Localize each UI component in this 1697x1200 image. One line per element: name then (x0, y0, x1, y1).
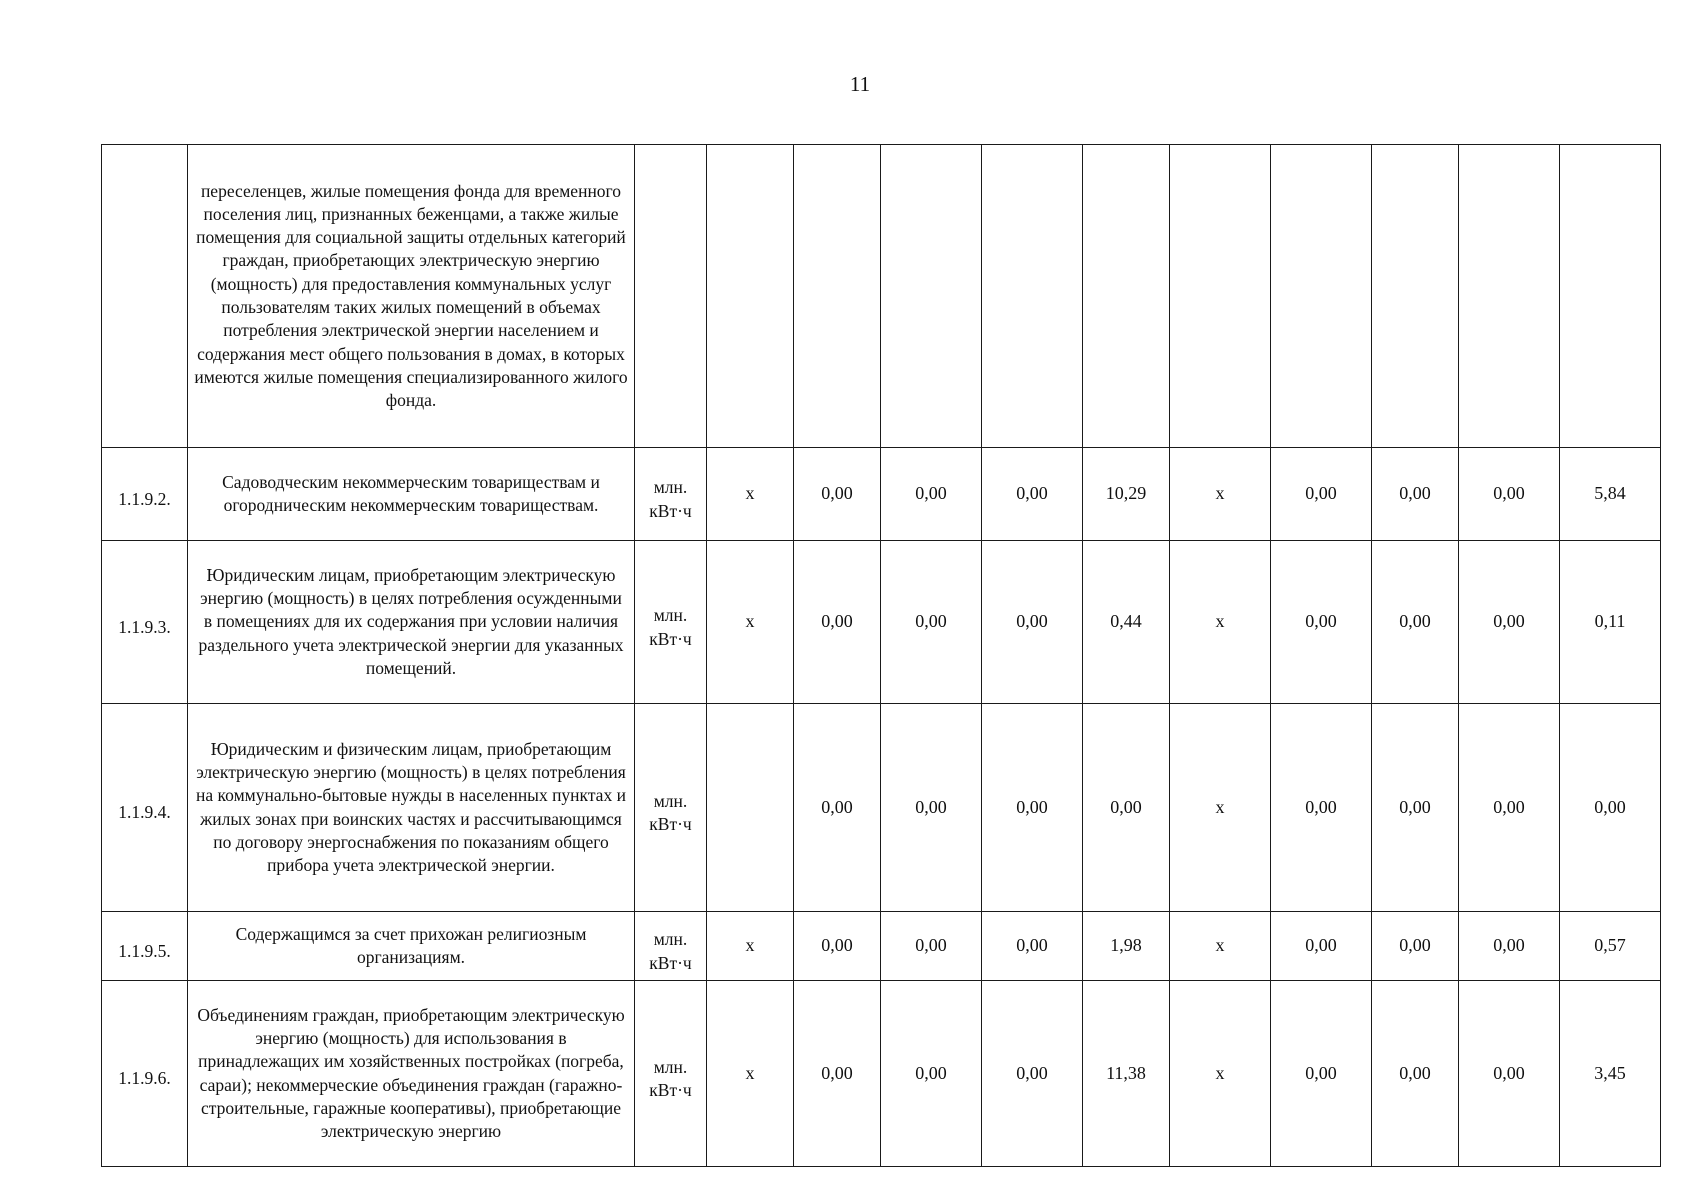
value-cell: 0,00 (794, 541, 881, 704)
value-cell (1083, 145, 1170, 448)
value-cell: x (1170, 704, 1271, 912)
value-cell: x (1170, 541, 1271, 704)
value-cell: 0,00 (1372, 704, 1459, 912)
value-cell: 0,00 (1271, 912, 1372, 981)
value-cell: 0,00 (1083, 704, 1170, 912)
value-cell: 0,00 (881, 912, 982, 981)
value-cell (881, 145, 982, 448)
row-code: 1.1.9.4. (102, 704, 188, 912)
value-cell: x (707, 541, 794, 704)
value-cell: 0,00 (881, 541, 982, 704)
value-cell (707, 704, 794, 912)
row-code: 1.1.9.5. (102, 912, 188, 981)
value-cell: 0,00 (982, 448, 1083, 541)
value-cell: 5,84 (1560, 448, 1661, 541)
row-name: Объединениям граждан, приобретающим электрическую энергию (мощность) для использования в принадлежащих им хозяйственных постройках (погреба, сараи); некоммерческие объединения граждан (гаражно-строительные, гаражные кооперативы), приобретающие электрическую энергию (188, 981, 635, 1167)
value-cell (982, 145, 1083, 448)
row-code (102, 145, 188, 448)
row-name: Юридическим лицам, приобретающим электрическую энергию (мощность) в целях потребления осужденными в помещениях для их содержания при условии наличия раздельного учета электрической энергии для указанных помещений. (188, 541, 635, 704)
value-cell: 0,00 (982, 912, 1083, 981)
value-cell (707, 145, 794, 448)
value-cell (1170, 145, 1271, 448)
row-unit: млн. кВт·ч (635, 448, 707, 541)
value-cell: 0,00 (1459, 704, 1560, 912)
row-code: 1.1.9.6. (102, 981, 188, 1167)
value-cell: x (707, 912, 794, 981)
value-cell: 0,00 (1459, 912, 1560, 981)
value-cell: 0,00 (982, 981, 1083, 1167)
value-cell: 0,00 (982, 704, 1083, 912)
value-cell (1459, 145, 1560, 448)
value-cell: 0,00 (1459, 541, 1560, 704)
table-row (102, 704, 1661, 912)
value-cell: x (1170, 912, 1271, 981)
value-cell: 0,57 (1560, 912, 1661, 981)
value-cell: 0,44 (1083, 541, 1170, 704)
row-code: 1.1.9.2. (102, 448, 188, 541)
row-unit: млн. кВт·ч (635, 541, 707, 704)
value-cell: 0,00 (794, 448, 881, 541)
table-row (102, 912, 1661, 981)
value-cell: 10,29 (1083, 448, 1170, 541)
value-cell: 1,98 (1083, 912, 1170, 981)
value-cell: x (1170, 448, 1271, 541)
value-cell: 0,00 (1271, 541, 1372, 704)
row-unit (635, 145, 707, 448)
value-cell: 0,11 (1560, 541, 1661, 704)
row-code: 1.1.9.3. (102, 541, 188, 704)
row-name: переселенцев, жилые помещения фонда для временного поселения лиц, признанных беженцами, а также жилые помещения для социальной защиты отдельных категорий граждан, приобретающих электрическую энергию (мощность) для предоставления коммунальных услуг пользователям таких жилых помещений в объемах потребления электрической энергии населением и содержания мест общего пользования в домах, в которых имеются жилые помещения специализированного жилого фонда. (188, 145, 635, 448)
value-cell: 0,00 (982, 541, 1083, 704)
value-cell (1271, 145, 1372, 448)
value-cell (1560, 145, 1661, 448)
value-cell (1372, 145, 1459, 448)
value-cell: 0,00 (1271, 448, 1372, 541)
value-cell: 0,00 (881, 448, 982, 541)
tariff-volume-table (101, 144, 1661, 1167)
table-row (102, 541, 1661, 704)
value-cell: 0,00 (1271, 704, 1372, 912)
value-cell: x (707, 981, 794, 1167)
value-cell: 0,00 (1372, 981, 1459, 1167)
value-cell: 0,00 (1372, 541, 1459, 704)
page-number: 11 (849, 72, 871, 96)
row-unit: млн. кВт·ч (635, 912, 707, 981)
value-cell (794, 145, 881, 448)
value-cell: 3,45 (1560, 981, 1661, 1167)
value-cell: 0,00 (1459, 981, 1560, 1167)
value-cell: 0,00 (881, 981, 982, 1167)
value-cell: 0,00 (794, 704, 881, 912)
row-name: Содержащимся за счет прихожан религиозным организациям. (188, 912, 635, 981)
row-unit: млн. кВт·ч (635, 704, 707, 912)
row-name: Юридическим и физическим лицам, приобретающим электрическую энергию (мощность) в целях потребления на коммунально-бытовые нужды в населенных пунктах и жилых зонах при воинских частях и рассчитывающимся по договору энергоснабжения по показаниям общего прибора учета электрической энергии. (188, 704, 635, 912)
value-cell: 0,00 (1372, 912, 1459, 981)
row-unit: млн. кВт·ч (635, 981, 707, 1167)
value-cell: x (707, 448, 794, 541)
value-cell: 0,00 (794, 912, 881, 981)
value-cell: 0,00 (1271, 981, 1372, 1167)
value-cell: 0,00 (881, 704, 982, 912)
row-name: Садоводческим некоммерческим товариществам и огородническим некоммерческим товариществам. (188, 448, 635, 541)
value-cell: x (1170, 981, 1271, 1167)
value-cell: 0,00 (794, 981, 881, 1167)
value-cell: 11,38 (1083, 981, 1170, 1167)
table-row (102, 145, 1661, 448)
table-row (102, 448, 1661, 541)
value-cell: 0,00 (1459, 448, 1560, 541)
value-cell: 0,00 (1372, 448, 1459, 541)
table-row (102, 981, 1661, 1167)
value-cell: 0,00 (1560, 704, 1661, 912)
